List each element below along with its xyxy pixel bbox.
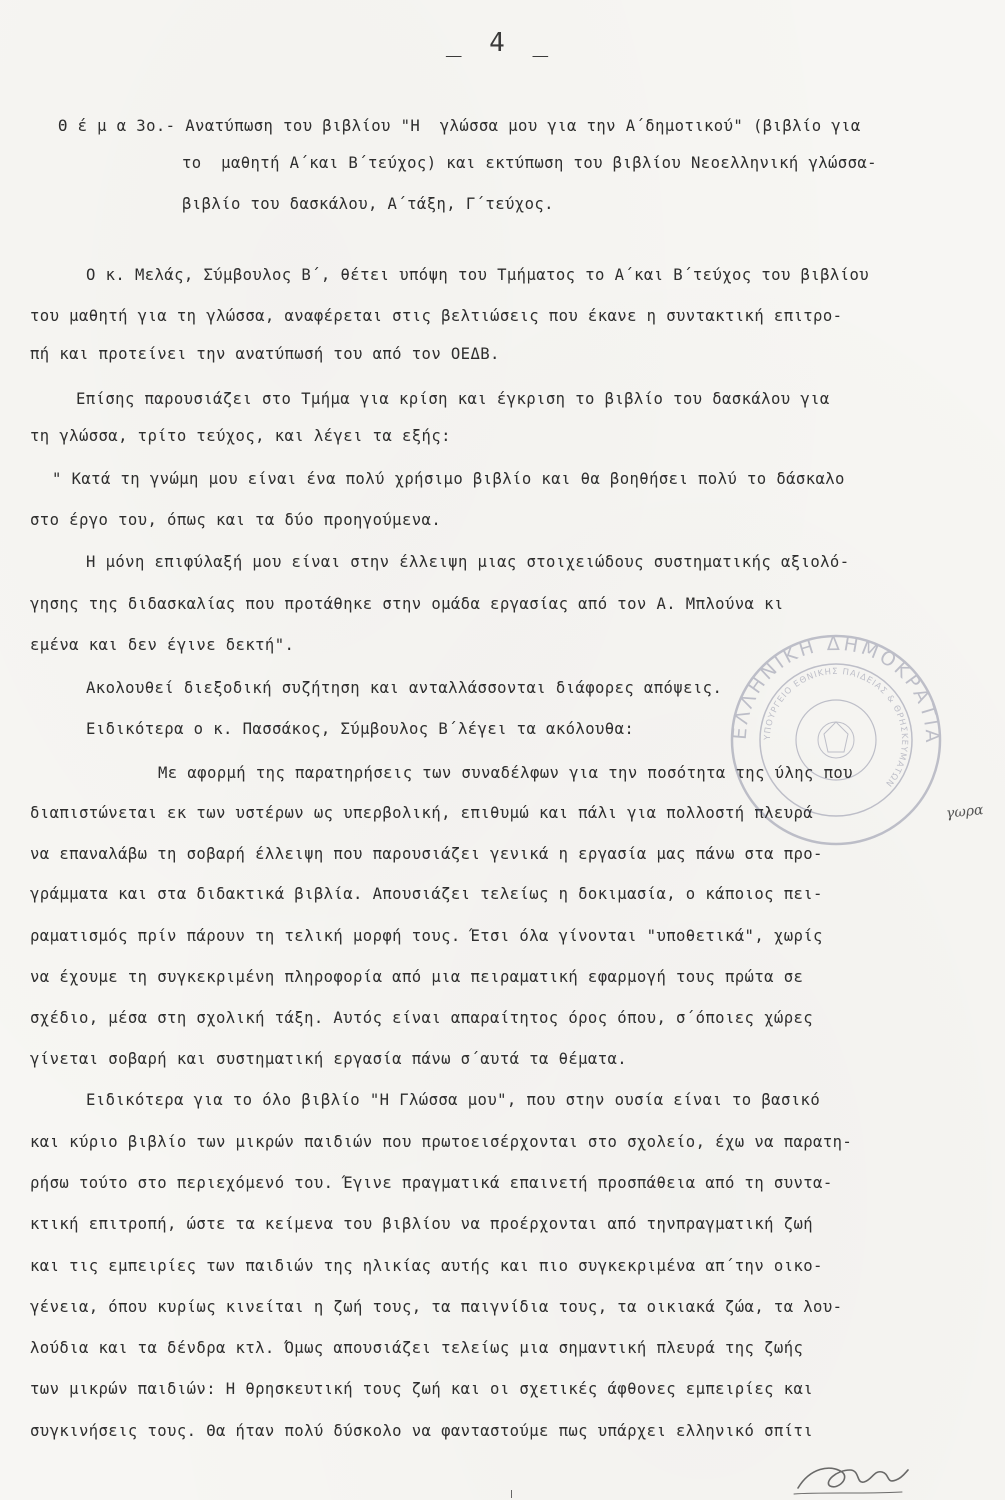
text-line: λούδια και τα δένδρα κτλ. Όμως απουσιάζει τελείως μια σημαντική πλευρά της ζωής [30,1339,804,1357]
text-line: Ακολουθεί διεξοδική συζήτηση και ανταλλάσσονται διάφορες απόψεις. [86,679,723,697]
text-line: Επίσης παρουσιάζει στο Τμήμα για κρίση και έγκριση το βιβλίο του δασκάλου για [76,390,830,408]
text-line: και κύριο βιβλίο των μικρών παιδιών που πρωτοεισέρχονται στο σχολείο, έχω να παρατη- [30,1133,853,1151]
text-line: Με αφορμή της παρατηρήσεις των συναδέλφων για την ποσότητα της ύλης που [158,764,853,782]
official-stamp [726,630,946,850]
text-line: γίνεται σοβαρή και συστηματική εργασία πάνω σ΄αυτά τα θέματα. [30,1050,628,1068]
text-line: γράμματα και στα διδακτικά βιβλία. Απουσιάζει τελείως η δοκιμασία, ο κάποιος πει- [30,885,823,903]
text-line: Ο κ. Μελάς, Σύμβουλος Β΄, θέτει υπόψη του Τμήματος το Α΄και Β΄τεύχος του βιβλίου [86,266,870,284]
text-line: τη γλώσσα, τρίτο τεύχος, και λέγει τα εξής: [30,427,451,445]
text-line: το μαθητή Α΄και Β΄τεύχος) και εκτύπωση του βιβλίου Νεοελληνική γλώσσα- [182,154,877,172]
stamp-emblem-icon [818,722,854,758]
text-line: Η μόνη επιφύλαξή μου είναι στην έλλειψη μιας στοιχειώδους συστηματικής αξιολό- [86,553,850,571]
text-line: Ειδικότερα ο κ. Πασσάκος, Σύμβουλος Β΄λέγει τα ακόλουθα: [86,720,635,738]
text-line: διαπιστώνεται εκ των υστέρων ως υπερβολική, επιθυμώ και πάλι για πολλοστή πλευρά [30,804,814,822]
text-line: κτική επιτροπή, ώστε τα κείμενα του βιβλίου να προέρχονται από τηνπραγματική ζωή [30,1215,814,1233]
text-line: γένεια, όπου κυρίως κινείται η ζωή τους, τα παιγνίδια τους, τα οικιακά ζώα, τα λου- [30,1298,843,1316]
text-line: πή και προτείνει την ανατύπωσή του από τον ΟΕΔΒ. [30,345,500,363]
page-number: _ 4 _ [445,28,555,58]
text-line: συγκινήσεις τους. Θα ήταν πολύ δύσκολο να φανταστούμε πως υπάρχει ελληνικό σπίτι [30,1422,814,1440]
text-line: και τις εμπειρίες των παιδιών της ηλικίας αυτής και πιο συγκεκριμένα απ΄την οικο- [30,1257,823,1275]
scan-mark [511,1490,512,1498]
text-line: ραματισμός πρίν πάρουν τη τελική μορφή τους. Έτσι όλα γίνονται "υποθετικά", χωρίς [30,927,823,945]
text-line: ρήσω τούτο στο περιεχόμενό του. Έγινε πραγματικά επαινετή προσπάθεια από τη συντα- [30,1174,833,1192]
text-line: Θ έ μ α 3ο.- Ανατύπωση του βιβλίου "Η γλώσσα μου για την Α΄δημοτικού" (βιβλίο για [58,117,861,135]
text-line: στο έργο του, όπως και τα δύο προηγούμενα. [30,511,442,529]
text-line: " Κατά τη γνώμη μου είναι ένα πολύ χρήσιμο βιβλίο και θα βοηθήσει πολύ το δάσκαλο [52,470,845,488]
text-line: εμένα και δεν έγινε δεκτή". [30,636,295,654]
handwritten-margin-note: γωρα [945,802,985,822]
text-line: να έχουμε τη συγκεκριμένη πληροφορία από μια πειραματική εφαρμογή τους πρώτα σε [30,968,804,986]
text-line: Ειδικότερα για το όλο βιβλίο "Η Γλώσσα μου", που στην ουσία είναι το βασικό [86,1091,821,1109]
stamp-inner-text: ΥΠΟΥΡΓΕΙΟ ΕΘΝΙΚΗΣ ΠΑΙΔΕΙΑΣ & ΘΡΗΣΚΕΥΜΑΤΩΝ [762,666,910,789]
text-line: σχέδιο, μέσα στη σχολική τάξη. Αυτός είναι απαραίτητος όρος όπου, σ΄όποιες χώρες [30,1009,814,1027]
text-line: βιβλίο του δασκάλου, Α΄τάξη, Γ΄τεύχος. [182,195,554,213]
text-line: του μαθητή για τη γλώσσα, αναφέρεται στις βελτιώσεις που έκανε η συντακτική επιτρο- [30,307,843,325]
text-line: να επαναλάβω τη σοβαρή έλλειψη που παρουσιάζει γενικά η εργασία μας πάνω στα προ- [30,845,823,863]
svg-text:ΥΠΟΥΡΓΕΙΟ ΕΘΝΙΚΗΣ ΠΑΙΔΕΙΑΣ & Θ [763,667,909,789]
stamp-outer-text: ΕΛΛΗΝΙΚΗ ΔΗΜΟΚΡΑΤΙΑ [728,632,944,746]
text-line: γησης της διδασκαλίας που προτάθηκε στην ομάδα εργασίας από τον Α. Μπλούνα κι [30,595,784,613]
text-line: των μικρών παιδιών: Η θρησκευτική τους ζωή και οι σχετικές άφθονες εμπειρίες και [30,1380,814,1398]
handwritten-signature [790,1458,910,1498]
